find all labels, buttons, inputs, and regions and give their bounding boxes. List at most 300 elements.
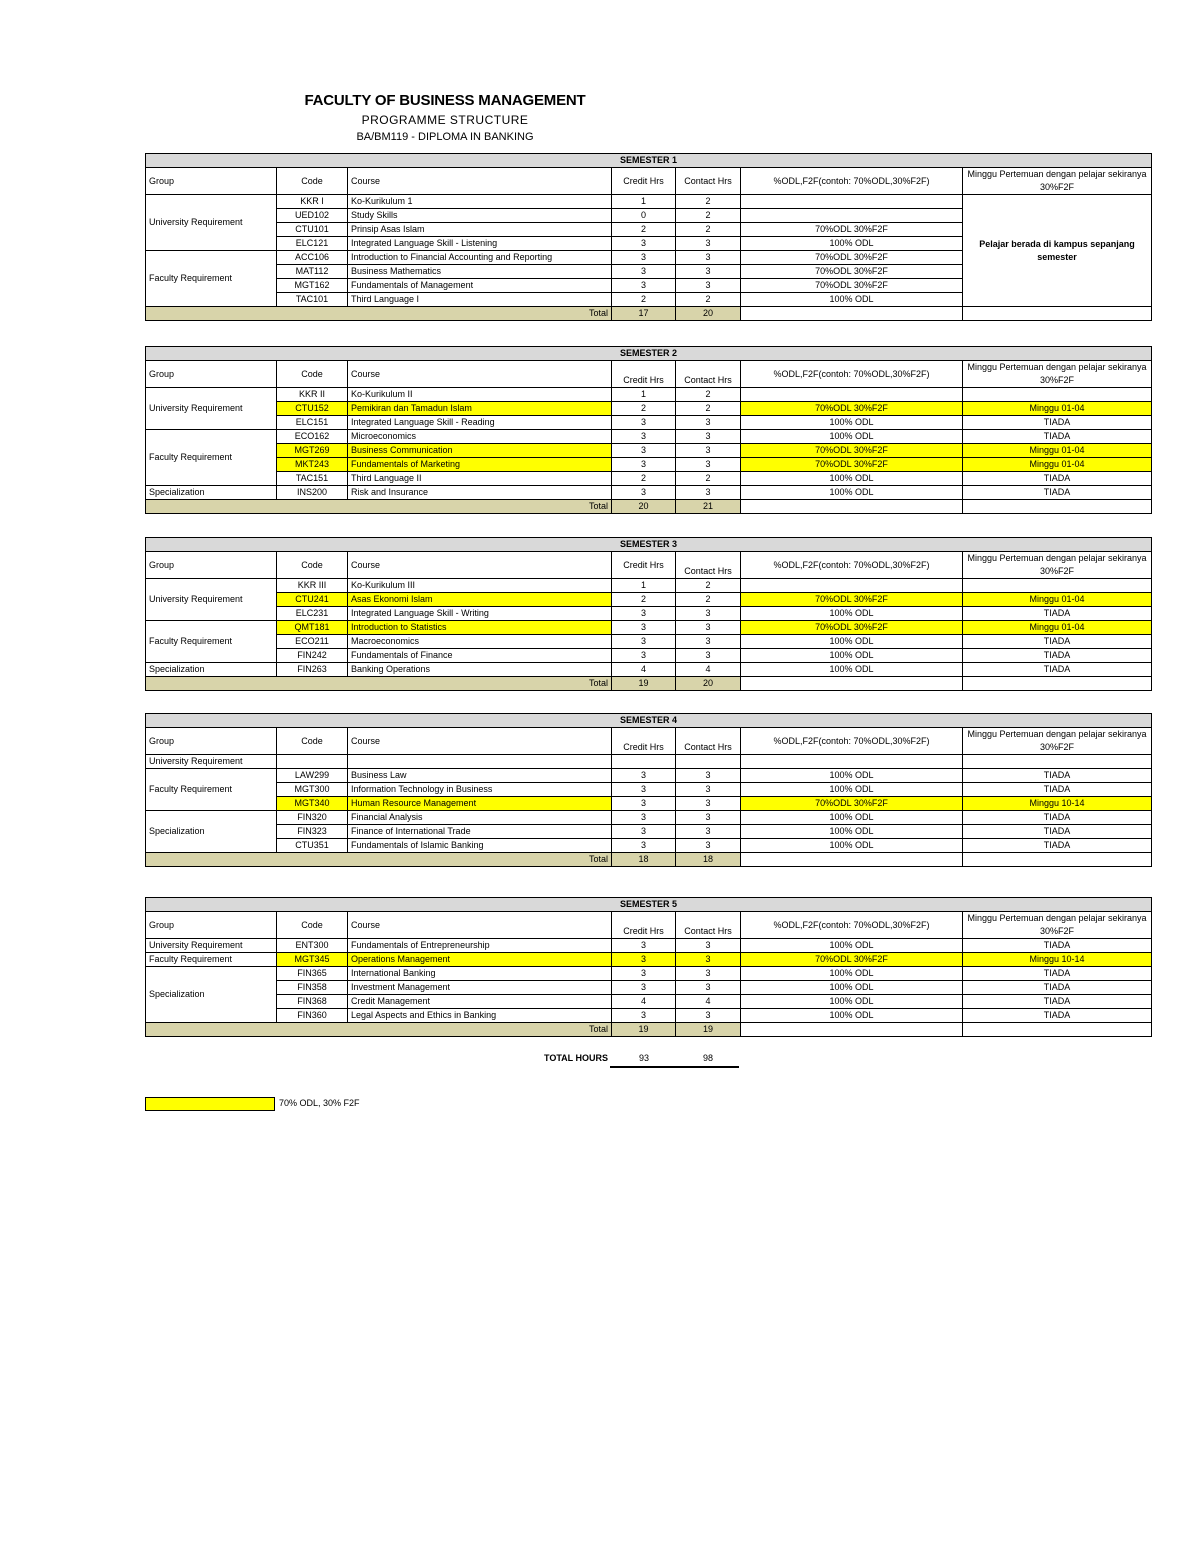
course-name: Integrated Language Skill - Writing <box>348 607 612 621</box>
credit-hrs: 3 <box>612 416 676 430</box>
credit-hrs: 3 <box>612 607 676 621</box>
contact-hrs: 3 <box>676 486 741 500</box>
odl-mode <box>741 388 963 402</box>
course-name: Fundamentals of Management <box>348 279 612 293</box>
contact-hrs: 3 <box>676 265 741 279</box>
total-contact: 18 <box>676 853 741 867</box>
course-code: KKR III <box>277 579 348 593</box>
total-row <box>146 500 1152 514</box>
document-header <box>145 92 745 143</box>
course-name: Business Communication <box>348 444 612 458</box>
total-hours-underline <box>610 1066 739 1068</box>
group-cell: Specialization <box>146 811 277 853</box>
odl-mode: 100% ODL <box>741 839 963 853</box>
table-row <box>146 825 1152 839</box>
course-code: TAC151 <box>277 472 348 486</box>
odl-mode: 70%ODL 30%F2F <box>741 265 963 279</box>
total-row <box>146 1023 1152 1037</box>
blank-cell <box>277 755 348 769</box>
table-row <box>146 811 1152 825</box>
contact-hrs: 2 <box>676 579 741 593</box>
course-code: MGT345 <box>277 953 348 967</box>
contact-hrs: 3 <box>676 1009 741 1023</box>
blank-cell <box>612 755 676 769</box>
col-code: Code <box>277 168 348 195</box>
credit-hrs: 3 <box>612 825 676 839</box>
odl-mode: 70%ODL 30%F2F <box>741 251 963 265</box>
minggu-cell: TIADA <box>963 967 1152 981</box>
contact-hrs: 3 <box>676 839 741 853</box>
odl-mode: 100% ODL <box>741 430 963 444</box>
course-name: Business Law <box>348 769 612 783</box>
course-name: Business Mathematics <box>348 265 612 279</box>
semester-title: SEMESTER 4 <box>146 714 1152 728</box>
credit-hrs: 3 <box>612 839 676 853</box>
course-code: FIN365 <box>277 967 348 981</box>
total-label: Total <box>146 1023 612 1037</box>
course-code: ECO162 <box>277 430 348 444</box>
course-code: FIN360 <box>277 1009 348 1023</box>
course-code: TAC101 <box>277 293 348 307</box>
course-code: FIN263 <box>277 663 348 677</box>
contact-hrs: 3 <box>676 416 741 430</box>
faculty-title: FACULTY OF BUSINESS MANAGEMENT <box>304 92 586 109</box>
contact-hrs: 3 <box>676 825 741 839</box>
table-row <box>146 607 1152 621</box>
odl-mode: 70%ODL 30%F2F <box>741 953 963 967</box>
odl-mode: 100% ODL <box>741 416 963 430</box>
col-code: Code <box>277 552 348 579</box>
minggu-cell: TIADA <box>963 769 1152 783</box>
course-name: Risk and Insurance <box>348 486 612 500</box>
table-row <box>146 995 1152 1009</box>
odl-mode: 70%ODL 30%F2F <box>741 621 963 635</box>
semester-1-table <box>145 153 1152 321</box>
contact-hrs: 3 <box>676 939 741 953</box>
table-row <box>146 1009 1152 1023</box>
blank-cell <box>741 755 963 769</box>
table-row <box>146 195 1152 209</box>
contact-hrs: 2 <box>676 472 741 486</box>
credit-hrs: 3 <box>612 621 676 635</box>
col-odl: %ODL,F2F(contoh: 70%ODL,30%F2F) <box>741 552 963 579</box>
semester-4-table <box>145 713 1152 867</box>
contact-hrs: 3 <box>676 953 741 967</box>
odl-mode: 100% ODL <box>741 783 963 797</box>
minggu-cell: Minggu 01-04 <box>963 621 1152 635</box>
course-code: UED102 <box>277 209 348 223</box>
minggu-cell: TIADA <box>963 486 1152 500</box>
semester-title: SEMESTER 5 <box>146 898 1152 912</box>
minggu-cell: TIADA <box>963 981 1152 995</box>
course-name: Ko-Kurikulum III <box>348 579 612 593</box>
col-group: Group <box>146 728 277 755</box>
course-code: KKR I <box>277 195 348 209</box>
total-credit: 19 <box>612 677 676 691</box>
odl-mode: 100% ODL <box>741 635 963 649</box>
group-cell: Faculty Requirement <box>146 953 277 967</box>
total-hours-credit: 93 <box>638 1053 649 1063</box>
odl-mode: 100% ODL <box>741 472 963 486</box>
semester-3-table <box>145 537 1152 691</box>
course-name: Introduction to Statistics <box>348 621 612 635</box>
blank-cell <box>963 853 1152 867</box>
col-credit: Credit Hrs <box>612 361 676 388</box>
table-row <box>146 430 1152 444</box>
credit-hrs: 3 <box>612 981 676 995</box>
col-minggu: Minggu Pertemuan dengan pelajar sekiranya 30%F2F <box>963 728 1152 755</box>
course-name: Human Resource Management <box>348 797 612 811</box>
minggu-cell: TIADA <box>963 939 1152 953</box>
col-course: Course <box>348 552 612 579</box>
credit-hrs: 3 <box>612 783 676 797</box>
legend-swatch <box>145 1097 275 1111</box>
minggu-cell: TIADA <box>963 649 1152 663</box>
contact-hrs: 3 <box>676 237 741 251</box>
course-code: MAT112 <box>277 265 348 279</box>
course-name: Credit Management <box>348 995 612 1009</box>
credit-hrs: 2 <box>612 293 676 307</box>
credit-hrs: 0 <box>612 209 676 223</box>
pelajar-note: Pelajar berada di kampus sepanjang semester <box>963 195 1152 307</box>
course-code: LAW299 <box>277 769 348 783</box>
group-cell: University Requirement <box>146 388 277 430</box>
minggu-cell: TIADA <box>963 839 1152 853</box>
contact-hrs: 3 <box>676 769 741 783</box>
group-cell: Faculty Requirement <box>146 251 277 307</box>
minggu-cell: TIADA <box>963 430 1152 444</box>
minggu-cell: Minggu 01-04 <box>963 444 1152 458</box>
group-cell: Specialization <box>146 486 277 500</box>
blank-cell <box>741 307 963 321</box>
odl-mode: 100% ODL <box>741 995 963 1009</box>
blank-cell <box>741 677 963 691</box>
total-credit: 18 <box>612 853 676 867</box>
group-cell: Faculty Requirement <box>146 430 277 486</box>
table-row <box>146 967 1152 981</box>
blank-cell <box>963 755 1152 769</box>
col-odl: %ODL,F2F(contoh: 70%ODL,30%F2F) <box>741 728 963 755</box>
course-name: Finance of International Trade <box>348 825 612 839</box>
course-code: ELC151 <box>277 416 348 430</box>
blank-cell <box>963 500 1152 514</box>
group-cell: University Requirement <box>146 755 277 769</box>
contact-hrs: 2 <box>676 195 741 209</box>
credit-hrs: 2 <box>612 472 676 486</box>
course-code: QMT181 <box>277 621 348 635</box>
odl-mode <box>741 195 963 209</box>
credit-hrs: 3 <box>612 251 676 265</box>
credit-hrs: 3 <box>612 649 676 663</box>
course-code: ELC231 <box>277 607 348 621</box>
course-name: Fundamentals of Islamic Banking <box>348 839 612 853</box>
course-code: INS200 <box>277 486 348 500</box>
total-credit: 17 <box>612 307 676 321</box>
course-code: FIN358 <box>277 981 348 995</box>
odl-mode: 70%ODL 30%F2F <box>741 223 963 237</box>
table-row <box>146 472 1152 486</box>
contact-hrs: 3 <box>676 607 741 621</box>
odl-mode: 70%ODL 30%F2F <box>741 593 963 607</box>
contact-hrs: 3 <box>676 811 741 825</box>
table-row <box>146 416 1152 430</box>
group-cell: Faculty Requirement <box>146 769 277 811</box>
odl-mode: 100% ODL <box>741 825 963 839</box>
odl-mode: 70%ODL 30%F2F <box>741 797 963 811</box>
contact-hrs: 2 <box>676 388 741 402</box>
blank-cell <box>348 755 612 769</box>
course-name: Financial Analysis <box>348 811 612 825</box>
course-name: Third Language I <box>348 293 612 307</box>
table-row <box>146 783 1152 797</box>
odl-mode: 100% ODL <box>741 237 963 251</box>
credit-hrs: 4 <box>612 995 676 1009</box>
course-code: CTU152 <box>277 402 348 416</box>
blank-cell <box>963 677 1152 691</box>
course-code: ELC121 <box>277 237 348 251</box>
table-row <box>146 579 1152 593</box>
structure-title: PROGRAMME STRUCTURE <box>361 113 529 127</box>
contact-hrs: 3 <box>676 635 741 649</box>
minggu-cell: TIADA <box>963 416 1152 430</box>
course-code: CTU351 <box>277 839 348 853</box>
minggu-cell: TIADA <box>963 607 1152 621</box>
table-row <box>146 839 1152 853</box>
course-code: CTU241 <box>277 593 348 607</box>
minggu-cell: Minggu 10-14 <box>963 953 1152 967</box>
total-contact: 20 <box>676 677 741 691</box>
course-name: Ko-Kurikulum II <box>348 388 612 402</box>
table-row <box>146 402 1152 416</box>
credit-hrs: 3 <box>612 279 676 293</box>
contact-hrs: 2 <box>676 593 741 607</box>
contact-hrs: 3 <box>676 430 741 444</box>
credit-hrs: 3 <box>612 811 676 825</box>
credit-hrs: 3 <box>612 953 676 967</box>
group-cell: Specialization <box>146 663 277 677</box>
total-row <box>146 853 1152 867</box>
course-code: KKR II <box>277 388 348 402</box>
minggu-cell: Minggu 01-04 <box>963 458 1152 472</box>
course-code: MGT300 <box>277 783 348 797</box>
minggu-cell: Minggu 01-04 <box>963 593 1152 607</box>
credit-hrs: 3 <box>612 1009 676 1023</box>
col-course: Course <box>348 728 612 755</box>
credit-hrs: 3 <box>612 458 676 472</box>
credit-hrs: 4 <box>612 663 676 677</box>
credit-hrs: 3 <box>612 635 676 649</box>
credit-hrs: 3 <box>612 797 676 811</box>
total-label: Total <box>146 853 612 867</box>
total-contact: 20 <box>676 307 741 321</box>
group-cell: Specialization <box>146 967 277 1023</box>
col-credit: Credit Hrs <box>612 168 676 195</box>
total-label: Total <box>146 677 612 691</box>
odl-mode <box>741 579 963 593</box>
table-row <box>146 797 1152 811</box>
odl-mode: 100% ODL <box>741 967 963 981</box>
credit-hrs: 3 <box>612 486 676 500</box>
semester-title: SEMESTER 3 <box>146 538 1152 552</box>
course-code: FIN320 <box>277 811 348 825</box>
contact-hrs: 3 <box>676 981 741 995</box>
col-code: Code <box>277 728 348 755</box>
semester-title: SEMESTER 1 <box>146 154 1152 168</box>
total-contact: 19 <box>676 1023 741 1037</box>
table-row <box>146 635 1152 649</box>
odl-mode: 100% ODL <box>741 293 963 307</box>
odl-mode: 100% ODL <box>741 769 963 783</box>
course-code: MGT269 <box>277 444 348 458</box>
course-name: Ko-Kurikulum 1 <box>348 195 612 209</box>
contact-hrs: 2 <box>676 402 741 416</box>
odl-mode: 70%ODL 30%F2F <box>741 444 963 458</box>
odl-mode: 100% ODL <box>741 649 963 663</box>
table-row <box>146 663 1152 677</box>
minggu-cell: Minggu 10-14 <box>963 797 1152 811</box>
contact-hrs: 3 <box>676 279 741 293</box>
odl-mode: 100% ODL <box>741 939 963 953</box>
credit-hrs: 3 <box>612 265 676 279</box>
table-row <box>146 388 1152 402</box>
table-row <box>146 981 1152 995</box>
minggu-cell: TIADA <box>963 472 1152 486</box>
semester-5-table <box>145 897 1152 1037</box>
credit-hrs: 2 <box>612 593 676 607</box>
col-course: Course <box>348 361 612 388</box>
course-name: Information Technology in Business <box>348 783 612 797</box>
col-group: Group <box>146 552 277 579</box>
course-name: Prinsip Asas Islam <box>348 223 612 237</box>
col-minggu: Minggu Pertemuan dengan pelajar sekiranya 30%F2F <box>963 912 1152 939</box>
odl-mode: 100% ODL <box>741 486 963 500</box>
semester-title: SEMESTER 2 <box>146 347 1152 361</box>
col-minggu: Minggu Pertemuan dengan pelajar sekiranya 30%F2F <box>963 552 1152 579</box>
course-code: FIN323 <box>277 825 348 839</box>
credit-hrs: 3 <box>612 444 676 458</box>
contact-hrs: 4 <box>676 663 741 677</box>
course-name: Study Skills <box>348 209 612 223</box>
total-label: Total <box>146 307 612 321</box>
course-code: MGT340 <box>277 797 348 811</box>
total-hours-label: TOTAL HOURS <box>543 1053 608 1063</box>
course-name: Fundamentals of Entrepreneurship <box>348 939 612 953</box>
minggu-cell: TIADA <box>963 1009 1152 1023</box>
group-cell: University Requirement <box>146 195 277 251</box>
minggu-cell: TIADA <box>963 811 1152 825</box>
minggu-cell: Minggu 01-04 <box>963 402 1152 416</box>
total-credit: 19 <box>612 1023 676 1037</box>
table-row <box>146 953 1152 967</box>
col-contact: Contact Hrs <box>676 168 741 195</box>
table-row <box>146 649 1152 663</box>
table-row <box>146 458 1152 472</box>
credit-hrs: 1 <box>612 579 676 593</box>
contact-hrs: 3 <box>676 458 741 472</box>
col-credit: Credit Hrs <box>612 552 676 579</box>
contact-hrs: 3 <box>676 649 741 663</box>
course-name: Microeconomics <box>348 430 612 444</box>
group-cell: University Requirement <box>146 579 277 621</box>
credit-hrs: 3 <box>612 769 676 783</box>
programme-title: BA/BM119 - DIPLOMA IN BANKING <box>356 131 534 143</box>
total-label: Total <box>146 500 612 514</box>
blank-cell <box>963 1023 1152 1037</box>
col-course: Course <box>348 168 612 195</box>
course-name: International Banking <box>348 967 612 981</box>
blank-cell <box>963 307 1152 321</box>
table-row <box>146 621 1152 635</box>
course-code: ACC106 <box>277 251 348 265</box>
table-row <box>146 486 1152 500</box>
contact-hrs: 3 <box>676 797 741 811</box>
group-cell: University Requirement <box>146 939 277 953</box>
contact-hrs: 4 <box>676 995 741 1009</box>
col-minggu: Minggu Pertemuan dengan pelajar sekiranya 30%F2F <box>963 168 1152 195</box>
contact-hrs: 3 <box>676 444 741 458</box>
table-row <box>146 939 1152 953</box>
total-row <box>146 677 1152 691</box>
course-code: ENT300 <box>277 939 348 953</box>
course-name: Fundamentals of Finance <box>348 649 612 663</box>
minggu-cell: TIADA <box>963 783 1152 797</box>
col-odl: %ODL,F2F(contoh: 70%ODL,30%F2F) <box>741 168 963 195</box>
col-group: Group <box>146 168 277 195</box>
col-minggu: Minggu Pertemuan dengan pelajar sekiranya 30%F2F <box>963 361 1152 388</box>
contact-hrs: 3 <box>676 621 741 635</box>
col-credit: Credit Hrs <box>612 728 676 755</box>
col-group: Group <box>146 361 277 388</box>
contact-hrs: 3 <box>676 783 741 797</box>
credit-hrs: 3 <box>612 967 676 981</box>
odl-mode: 70%ODL 30%F2F <box>741 402 963 416</box>
course-name: Integrated Language Skill - Listening <box>348 237 612 251</box>
minggu-cell: TIADA <box>963 995 1152 1009</box>
credit-hrs: 3 <box>612 237 676 251</box>
col-code: Code <box>277 912 348 939</box>
course-code: MGT162 <box>277 279 348 293</box>
credit-hrs: 2 <box>612 223 676 237</box>
course-code: FIN368 <box>277 995 348 1009</box>
odl-mode: 100% ODL <box>741 981 963 995</box>
blank-cell <box>741 853 963 867</box>
contact-hrs: 2 <box>676 209 741 223</box>
col-contact: Contact Hrs <box>676 912 741 939</box>
course-code: FIN242 <box>277 649 348 663</box>
course-name: Banking Operations <box>348 663 612 677</box>
minggu-cell <box>963 579 1152 593</box>
table-row <box>146 593 1152 607</box>
odl-mode: 100% ODL <box>741 607 963 621</box>
col-contact: Contact Hrs <box>676 728 741 755</box>
course-code: MKT243 <box>277 458 348 472</box>
odl-mode: 70%ODL 30%F2F <box>741 458 963 472</box>
total-credit: 20 <box>612 500 676 514</box>
semester-2-table <box>145 346 1152 514</box>
group-cell: Faculty Requirement <box>146 621 277 663</box>
minggu-cell: TIADA <box>963 635 1152 649</box>
odl-mode: 100% ODL <box>741 663 963 677</box>
contact-hrs: 3 <box>676 251 741 265</box>
blank-cell <box>676 755 741 769</box>
course-name: Operations Management <box>348 953 612 967</box>
col-credit: Credit Hrs <box>612 912 676 939</box>
course-name: Fundamentals of Marketing <box>348 458 612 472</box>
course-name: Legal Aspects and Ethics in Banking <box>348 1009 612 1023</box>
col-odl: %ODL,F2F(contoh: 70%ODL,30%F2F) <box>741 361 963 388</box>
col-code: Code <box>277 361 348 388</box>
table-row <box>146 769 1152 783</box>
